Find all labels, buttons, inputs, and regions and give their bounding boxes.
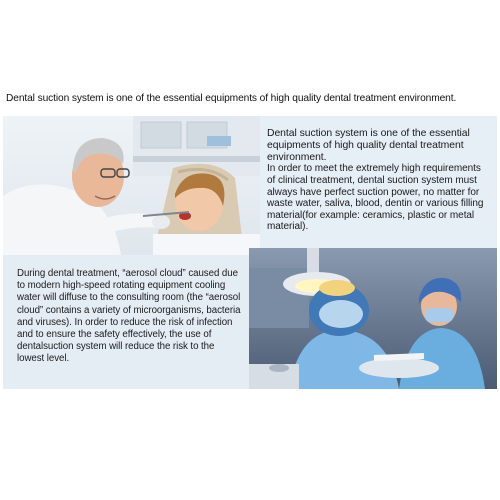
- top-body-text: In order to meet the extremely high requirements of clinical treatment, dental suction system must always have perfect suction power, no matter for waste water, saliva, blood, dentin or various filling material(for example: ceramics, plastic or metal material).: [267, 163, 484, 233]
- aerosol-cloud-textbox: [3, 255, 249, 389]
- bottom-body-text: During dental treatment, “aerosol cloud” caused due to modern high-speed rotating equipment cooling water will diffuse to the consulting room (the “aerosol cloud” contains a variety of microorganisms, bacteria and viruses). In order to reduce the risk of infection and to ensure the safety effectively, the use of dentalsuction system will reduce the risk to the lowest level.: [17, 268, 241, 365]
- dentist-photo: [3, 116, 260, 255]
- surgery-illustration: [249, 248, 497, 389]
- surgery-photo: [249, 248, 497, 389]
- suction-requirements-textbox: [260, 116, 497, 248]
- dentist-illustration: [3, 116, 260, 255]
- top-intro-text: Dental suction system is one of the essential equipments of high quality dental treatment environment.: [267, 128, 470, 163]
- headline: Dental suction system is one of the essential equipments of high quality dental treatment environment.: [6, 93, 457, 104]
